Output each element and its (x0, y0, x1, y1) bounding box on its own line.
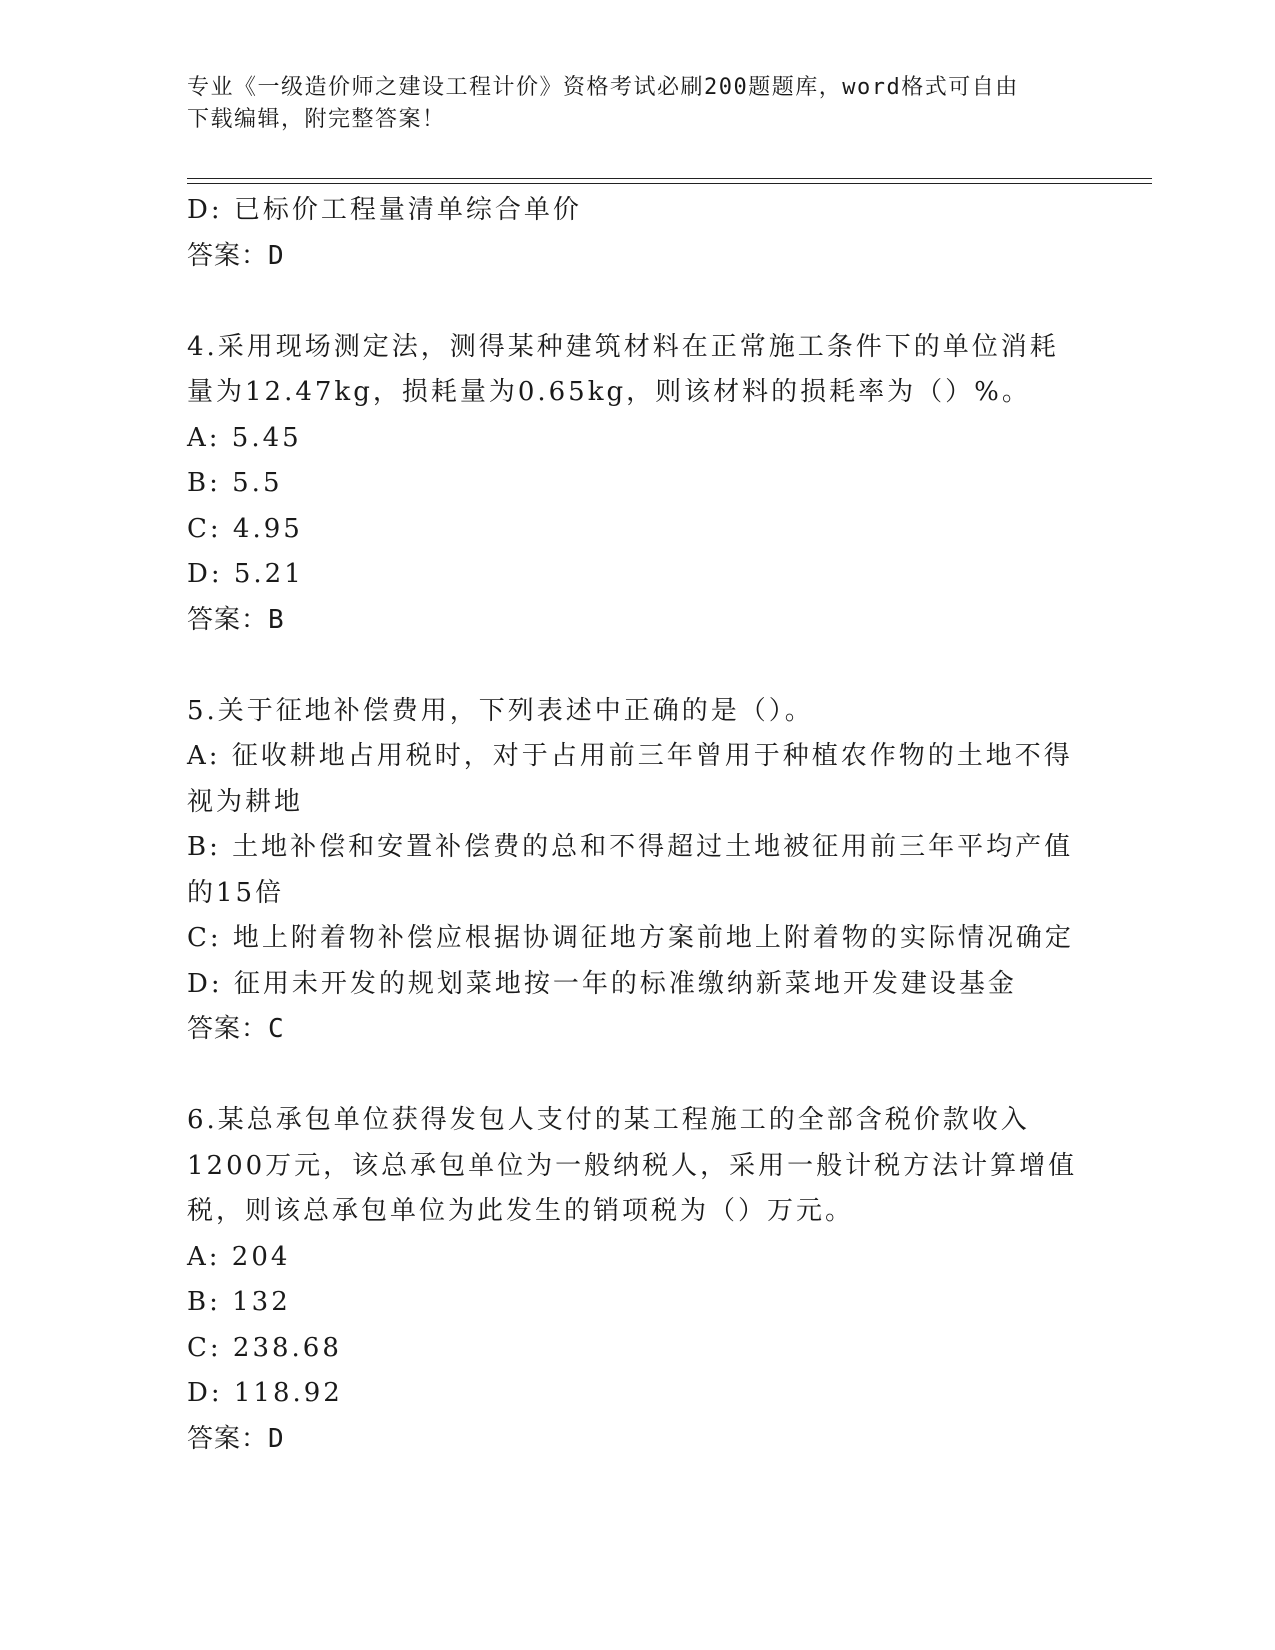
question-stem: 5.关于征地补偿费用，下列表述中正确的是（）。 (187, 695, 814, 726)
question-stem: 1200万元，该总承包单位为一般纳税人，采用一般计税方法计算增值 (187, 1150, 1078, 1181)
answer: 答案：D (187, 240, 285, 271)
option-d: D: 征用未开发的规划菜地按一年的标准缴纳新菜地开发建设基金 (187, 968, 1017, 999)
question-stem: 税，则该总承包单位为此发生的销项税为（）万元。 (187, 1196, 855, 1226)
question-4 (187, 325, 1087, 644)
question-list (187, 188, 1087, 1462)
answer: 答案：B (187, 604, 285, 635)
option-d: D: 118.92 (187, 1378, 343, 1408)
option-b: B: 132 (187, 1287, 291, 1317)
spacer (187, 1053, 1087, 1099)
option-c: C: 4.95 (187, 513, 303, 544)
spacer (187, 279, 1087, 325)
option-a-continued: 视为耕地 (187, 786, 304, 817)
question-5 (187, 689, 1087, 1053)
option-b-continued: 的15倍 (187, 877, 285, 908)
option-d: D: 5.21 (187, 559, 304, 589)
option-a: A: 征收耕地占用税时，对于占用前三年曾用于种植农作物的土地不得 (187, 741, 1073, 771)
option-a: A: 5.45 (187, 422, 302, 453)
question-stem: 量为12.47kg，损耗量为0.65kg，则该材料的损耗率为（）%。 (187, 377, 1031, 407)
header-divider-top (187, 178, 1152, 179)
header-line-2: 下载编辑，附完整答案！ (187, 107, 446, 132)
option-c: C: 238.68 (187, 1332, 342, 1363)
header-divider-bottom (187, 183, 1152, 184)
option-c: C: 地上附着物补偿应根据协调征地方案前地上附着物的实际情况确定 (187, 923, 1074, 953)
document-header (187, 72, 1067, 136)
answer: 答案：D (187, 1423, 285, 1454)
option-b: B: 5.5 (187, 468, 283, 498)
question-6 (187, 1098, 1087, 1462)
option-b: B: 土地补偿和安置补偿费的总和不得超过土地被征用前三年平均产值 (187, 832, 1074, 862)
option-a: A: 204 (187, 1241, 291, 1272)
header-line-1: 专业《一级造价师之建设工程计价》资格考试必刷200题题库，word格式可自由 (187, 75, 1019, 100)
question-stem: 4.采用现场测定法，测得某种建筑材料在正常施工条件下的单位消耗 (187, 331, 1059, 362)
question-3-tail (187, 188, 1087, 279)
option-d: D: 已标价工程量清单综合单价 (187, 195, 582, 225)
spacer (187, 643, 1087, 689)
answer: 答案：C (187, 1014, 285, 1044)
question-stem: 6.某总承包单位获得发包人支付的某工程施工的全部含税价款收入 (187, 1105, 1030, 1135)
